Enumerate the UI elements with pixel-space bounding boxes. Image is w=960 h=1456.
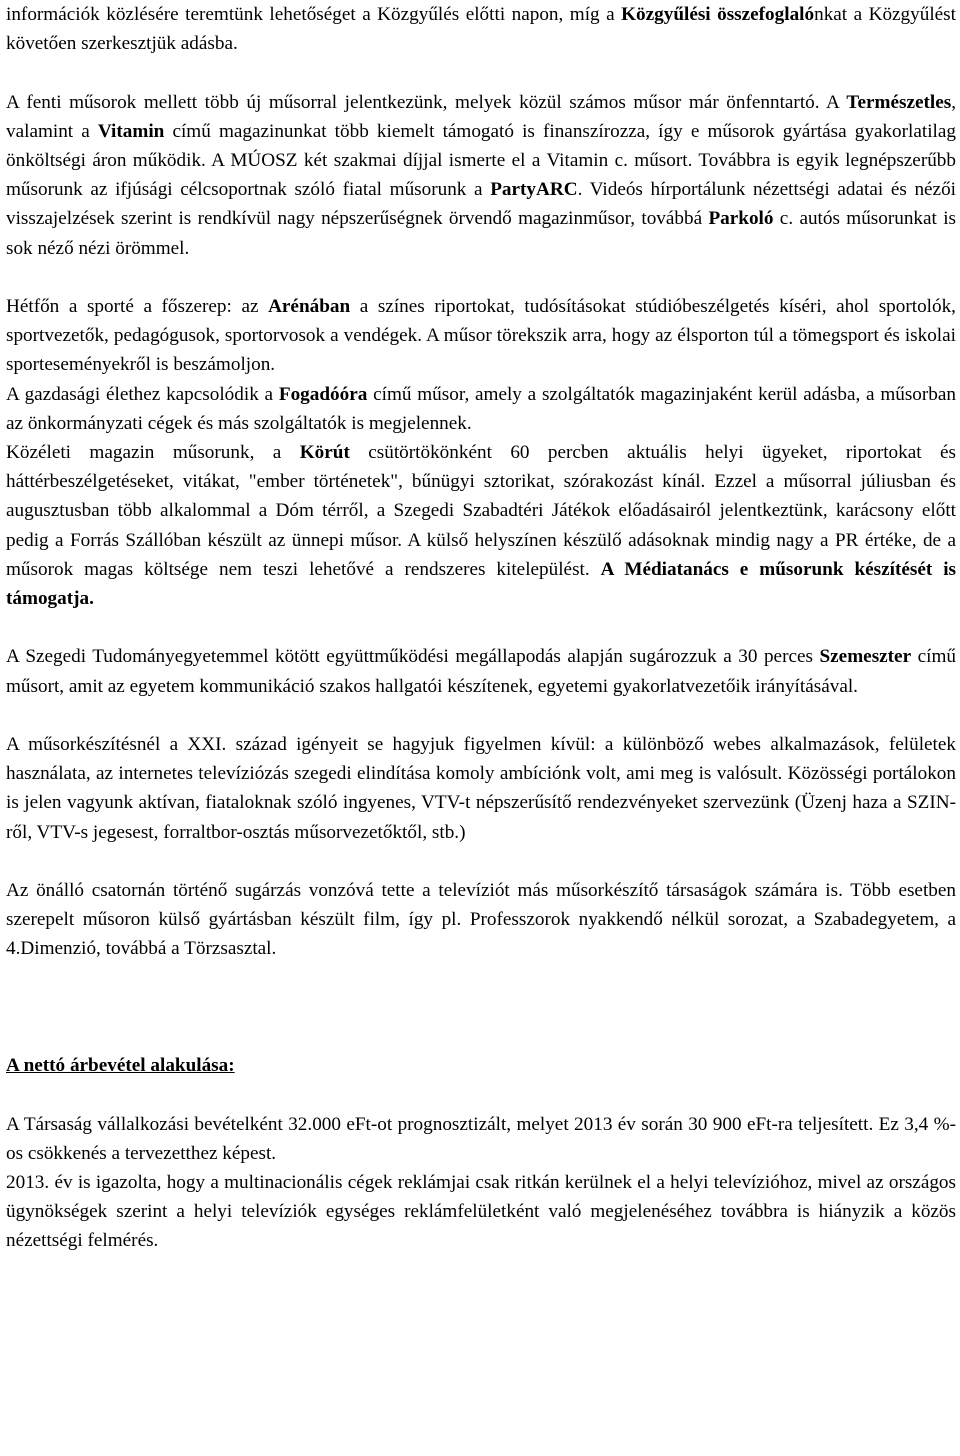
paragraph-spacer [6,1080,956,1109]
text-run: Közéleti magazin műsorunk, a [6,442,300,464]
text-run: a színes riportokat, tudósításokat stúdióbeszélgetés kíséri, ahol sportolók, sportvezetők, pedagógusok, sportorvosok a vendégek. A műsor törekszik arra, hogy az élsporton túl a tömegsport és iskolai sporteseményekről is beszámoljon. [6,296,956,376]
text-run: információk közlésére teremtünk lehetőséget a Közgyűlés előtti napon, míg a [6,4,622,25]
bold-program-name: Körút [299,442,350,464]
paragraph-szemeszter [6,642,956,700]
paragraph-kozgyules [6,0,956,58]
paragraph-spacer [6,701,956,730]
text-run: A fenti műsorok mellett több új műsorral jelentkezünk, melyek közül számos műsor már önfenntartó. A [6,91,847,113]
bold-program-name: Arénában [268,296,351,317]
text-run: c. autós műsorunkat is sok néző nézi örömmel. [6,208,956,259]
paragraph-spacer [6,613,956,642]
text-run: Az önálló csatornán történő sugárzás vonzóvá tette a televíziót más műsorkészítő társaságok számára is. Több esetben szerepelt műsoron külső gyártásban készült film, így pl. Professzorok nyakkendő nélkül sorozat, a Szabadegyetem, a 4.Dimenzió, továbbá a Törzsasztal. [6,880,956,960]
text-run: Hétfőn a sporté a főszerep: az [6,296,269,317]
text-run: nkat a Közgyűlést követően szerkesztjük adásba. [6,4,956,55]
paragraph-advertising [6,1168,956,1256]
paragraph-fogadoora [6,380,956,438]
document-page [6,0,956,1256]
bold-program-name: Vitamin [97,120,165,142]
paragraph-arena [6,292,956,380]
text-run: című műsort, amit az egyetem kommunikáció szakos hallgatói készítenek, egyetemi gyakorlatvezetőik irányításával. [6,646,956,697]
bold-program-name: Fogadóóra [278,383,368,405]
paragraph-korut [6,438,956,613]
text-run: című magazinunkat több kiemelt támogató is finanszírozza, így e műsorok gyártása gyakorlatilag önköltségi áron működik. A MÚOSZ két szakmai díjjal ismerte el a Vitamin c. műsort. Továbbra is egyik legnépszerűbb műsorunk az ifjúsági célcsoportnak szóló fiatal műsorunk a [6,120,956,201]
text-run: című műsor, amely a szolgáltatók magazinjaként kerül adásba, a műsorban az önkormányzati cégek és más szolgáltatók is megjelennek. [6,383,956,434]
bold-statement: A Médiatanács e műsorunk készítését is támogatja. [6,558,956,610]
text-run: A Szegedi Tudományegyetemmel kötött együttműködési megállapodás alapján sugározzuk a 30 perces [6,646,820,668]
bold-program-name: Parkoló [708,208,774,230]
bold-program-name: PartyARC [490,179,578,201]
bold-program-name: Közgyűlési összefoglaló [621,4,815,25]
paragraph-spacer [6,847,956,876]
text-run: A műsorkészítésnél a XXI. század igényeit se hagyjuk figyelmen kívül: a különböző webes alkalmazások, felületek használata, az internetes televíziózás szegedi elindítása komoly ambíciónk volt, ami meg is valósult. Közösségi portálokon is jelen vagyunk aktívan, fiataloknak szóló ingyenes, VTV-t népszerűsítő rendezvényeket szervezünk (Üzenj haza a SZIN-ről, VTV-s jegesest, forraltbor-osztás műsorvezetőktől, stb.) [6,734,956,843]
section-heading-revenue: A nettó árbevétel alakulása: [6,1055,235,1077]
text-run: , valamint a [6,91,956,142]
text-run: csütörtökönként 60 percben aktuális helyi ügyeket, riportokat és háttérbeszélgetéseket, vitákat, "ember történetek", bűnügyi sztorikat, szórakozást kínál. Ezzel a műsorral júliusban és augusztusban több alkalommal a Dóm térről, a Szegedi Szabadtéri Játékok előadásairól jelentkeztünk, karácsony előtt pedig a Forrás Szállóban készült az ünnepi műsor. A külső helyszínen készülő adásoknak mindig nagy a PR értéke, de a műsorok magas költsége nem teszi lehetővé a rendszeres kitelepülést. [6,442,956,580]
section-spacer [6,964,956,1052]
text-run: . Videós hírportálunk nézettségi adatai és nézői visszajelzések szerint is rendkívül nagy népszerűségnek örvendő magazinműsor, továbbá [6,179,956,230]
bold-program-name: Természetles [846,91,952,113]
text-run: A gazdasági élethez kapcsolódik a [6,383,279,405]
paragraph-external-productions [6,876,956,964]
paragraph-web-presence [6,730,956,847]
text-run: 2013. év is igazolta, hogy a multinacionális cégek reklámjai csak ritkán kerülnek el a helyi televízióhoz, mivel az országos ügynökségek szerint a helyi televíziók egységes reklámfelületként való megjelenéséhez továbbra is hiányzik a közös nézettségi felmérés. [6,1172,956,1252]
paragraph-revenue [6,1110,956,1168]
paragraph-new-programs [6,88,956,263]
bold-program-name: Szemeszter [819,646,912,668]
text-run: A Társaság vállalkozási bevételként 32.000 eFt-ot prognosztizált, melyet 2013 év során 30 900 eFt-ra teljesített. Ez 3,4 %-os csökkenés a tervezetthez képest. [6,1113,956,1164]
paragraph-spacer [6,58,956,87]
paragraph-spacer [6,263,956,292]
